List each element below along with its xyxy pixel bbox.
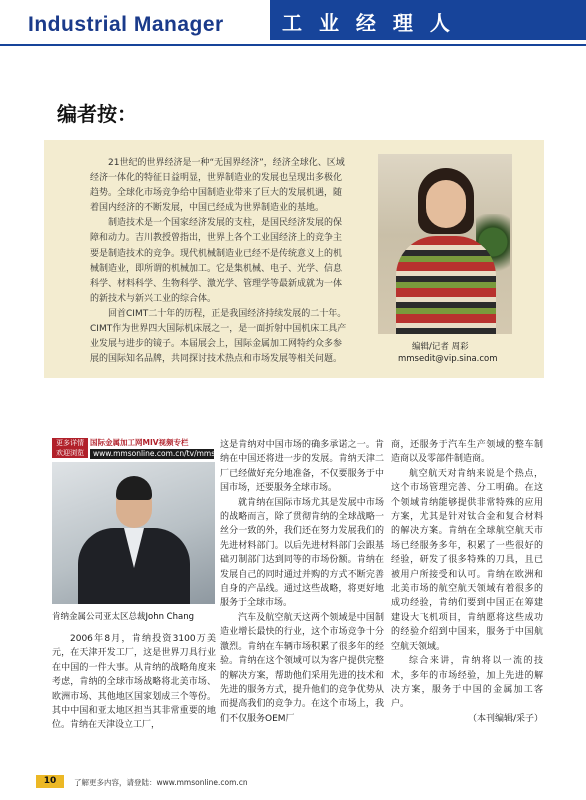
editor-photo [378, 154, 512, 334]
article-paragraph: 就肯纳在国际市场尤其是发展中市场的战略而言，除了贯彻肯纳的全球战略一丝分一致的外，我们还在努力发展我们的先进材料部门。以后先进材料部门会跟基础刃制部门达到同等的市场份额。肯纳在发展自己的同时通过并购的方式不断完善自身的产品线。通过这些战略，将更好地服务于全球市场。 [220, 497, 384, 609]
page-header [0, 0, 586, 46]
video-column-url[interactable]: www.mmsonline.com.cn/tv/mms [90, 449, 214, 459]
interview-photo [52, 462, 215, 604]
article-paragraph: 汽车及航空航天这两个领域是中国制造业增长最快的行业，这个市场竞争十分激烈。肯纳在车辆市场积累了很多年的经验。肯纳在这个领域可以为客户提供完整的解决方案，帮助他们采用先进的技术和先进的服务方式，提升他们的竞争优势从而提高我们的竞争力。在这个市场上，我们不仅服务OEM厂 [220, 612, 384, 724]
article-column-1 [52, 632, 216, 733]
hair-shape [116, 476, 152, 500]
header-left [0, 0, 270, 46]
article-paragraph: 这是肯纳对中国市场的确多承诺之一。肯纳在中国还将进一步的发展。肯纳天津二厂已经做好充分地准备，不仅要服务于中国市场，还要服务全球市场。 [220, 440, 384, 494]
article-paragraph: 综合来讲，肯纳将以一流的技术，多年的市场经验，加上先进的解决方案，服务于中国的金属加工客户。 [391, 656, 543, 710]
editor-note-paragraph: 21世纪的世界经济是一种“无国界经济”，经济全球化、区域经济一体化的特征日益明显，世界制造业的发展也呈现出多极化趋势。全球化市场竞争给中国制造业带来了巨大的发展机遇，随着国内经济的不断发展，中国已经成为世界制造业的基地。 [90, 158, 345, 214]
page-number: 10 [36, 775, 64, 788]
article-paragraph: 2006年8月，肯纳投资3100万美元，在天津开发工厂，这是世界刀具行业在中国的一件大事。从肯纳的战略角度来考虑，肯纳的全球市场战略将北美市场、欧洲市场、其他地区国家划成三个等份。其中中国和亚太地区担当其非常重要的地位。肯纳在天津设立工厂， [52, 634, 216, 731]
footer-link-text[interactable]: 了解更多内容，请登陆：www.mmsonline.com.cn [74, 778, 248, 787]
article-column-3 [391, 438, 543, 726]
editor-note-heading: 编者按： [57, 102, 137, 126]
photo-caption: 肯纳金属公司亚太区总裁John Chang [52, 612, 194, 622]
striped-sweater-shape [396, 236, 496, 334]
editor-note-paragraph: 制造技术是一个国家经济发展的支柱，是国民经济发展的保障和动力。吉川教授曾指出，世界上各个工业国经济上的竞争主要是制造技术的竞争。现代机械制造业已经不是传统意义上的机械制造业，即所谓的机械加工。它是集机械、电子、光学、信息科学、材料科学、生物科学、激光学、管理学等最新成就为一体的新技术与新兴工业的综合体。 [90, 218, 343, 304]
magazine-title-cn: 工 业 经 理 人 [282, 11, 455, 35]
article-column-2 [220, 438, 384, 726]
video-column-title: 国际金属加工网MIV视频专栏 [90, 438, 189, 447]
face-shape [426, 180, 466, 228]
video-badge: 更多详情 欢迎浏览 [52, 438, 88, 458]
magazine-title-en: Industrial Manager [28, 13, 224, 36]
editor-note-box [44, 140, 544, 378]
header-right-banner [270, 0, 586, 40]
editor-email: mmsedit@vip.sina.com [398, 354, 498, 364]
article-credit: （本刊编辑/采子） [467, 713, 543, 724]
editor-note-paragraph: 回首CIMT二十年的历程，正是我国经济持续发展的二十年。CIMT作为世界四大国际机床展之一，是一面折射中国机床工具产业发展与进步的镜子。本届展会上，国际金属加工网特约众多参展的国际知名品牌，共同探讨技术热点和市场发展等相关问题。 [90, 308, 347, 365]
article-paragraph: 航空航天对肯纳来说是个热点，这个市场管理完善、分工明确。在这个领域肯纳能够提供非常特殊的应用方案，尤其是针对钛合金和复合材料的解决方案。肯纳在全球航空航天市场已经服务多年，积累了一些很好的经验，研发了很多特殊的刀具，且已被用户所接受和认可。肯纳在欧洲和北美市场的航空航天领域有着很多的成功经验，肯纳们要到中国正在筹建建设大飞机项目，肯纳愿将这些成功的经验介绍到中国来，服务于中国航空航天领域。 [391, 468, 543, 652]
header-rule [0, 44, 586, 46]
editor-note-text [90, 156, 348, 367]
article-paragraph: 商，还服务于汽车生产领域的整车制造商以及零部件制造商。 [391, 440, 543, 465]
editor-caption: 编辑/记者 周彩 [412, 342, 469, 352]
